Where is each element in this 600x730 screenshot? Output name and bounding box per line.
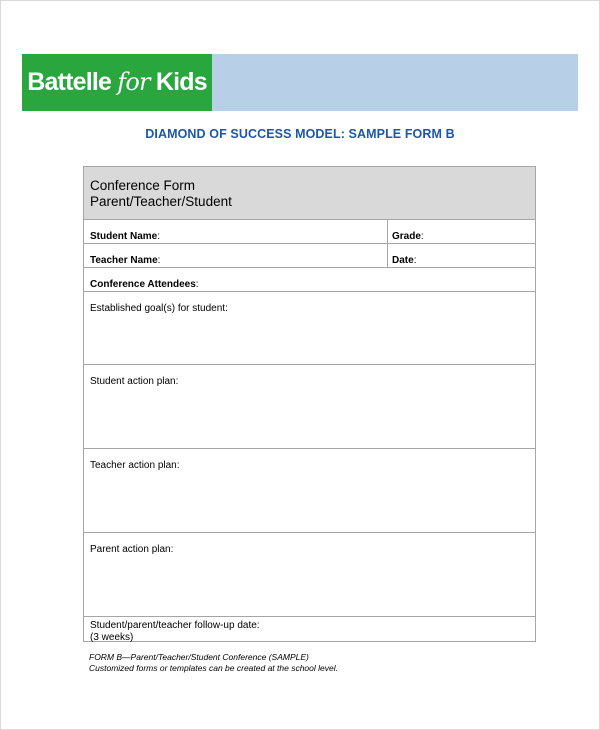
goals-label: Established goal(s) for student: [90,303,228,314]
logo-word-battelle: Battelle [27,68,118,96]
student-action-plan-field[interactable] [84,365,535,449]
parent-action-plan-field[interactable] [84,533,535,617]
goals-field[interactable] [84,292,535,365]
form-heading-line2: Parent/Teacher/Student [90,194,232,209]
teacher-action-plan-label: Teacher action plan: [90,460,180,471]
footnote-line1: FORM B—Parent/Teacher/Student Conference (SAMPLE) [89,652,309,662]
date-field[interactable]: Date: [392,255,417,266]
logo-word-kids: Kids [149,68,207,96]
teacher-date-row [84,244,535,268]
banner-bar [212,54,578,111]
attendees-label: Conference Attendees [90,279,196,290]
form-heading-line1: Conference Form [90,178,196,193]
followup-note: (3 weeks) [90,632,134,643]
grade-label: Grade [392,231,421,242]
header-banner [22,54,578,111]
student-action-plan-label: Student action plan: [90,376,179,387]
logo-text [27,68,207,97]
student-name-label: Student Name [90,231,158,242]
conference-form [83,166,536,642]
student-name-field[interactable]: Student Name: [84,220,388,243]
grade-field[interactable]: Grade: [392,231,424,242]
teacher-name-field[interactable]: Teacher Name: [84,244,388,267]
form-footnote [89,652,338,674]
followup-date-field[interactable] [84,617,535,642]
logo-word-for: for [117,68,150,96]
teacher-name-label: Teacher Name [90,255,158,266]
parent-action-plan-label: Parent action plan: [90,544,174,555]
student-grade-row [84,220,535,244]
battelle-for-kids-logo [22,54,212,111]
footnote-line2: Customized forms or templates can be created at the school level. [89,663,338,673]
form-heading [84,167,535,220]
followup-label: Student/parent/teacher follow-up date: [90,620,260,631]
attendees-field[interactable]: Conference Attendees: [84,268,535,292]
date-label: Date [392,255,414,266]
document-title: DIAMOND OF SUCCESS MODEL: SAMPLE FORM B [145,127,455,141]
teacher-action-plan-field[interactable] [84,449,535,533]
